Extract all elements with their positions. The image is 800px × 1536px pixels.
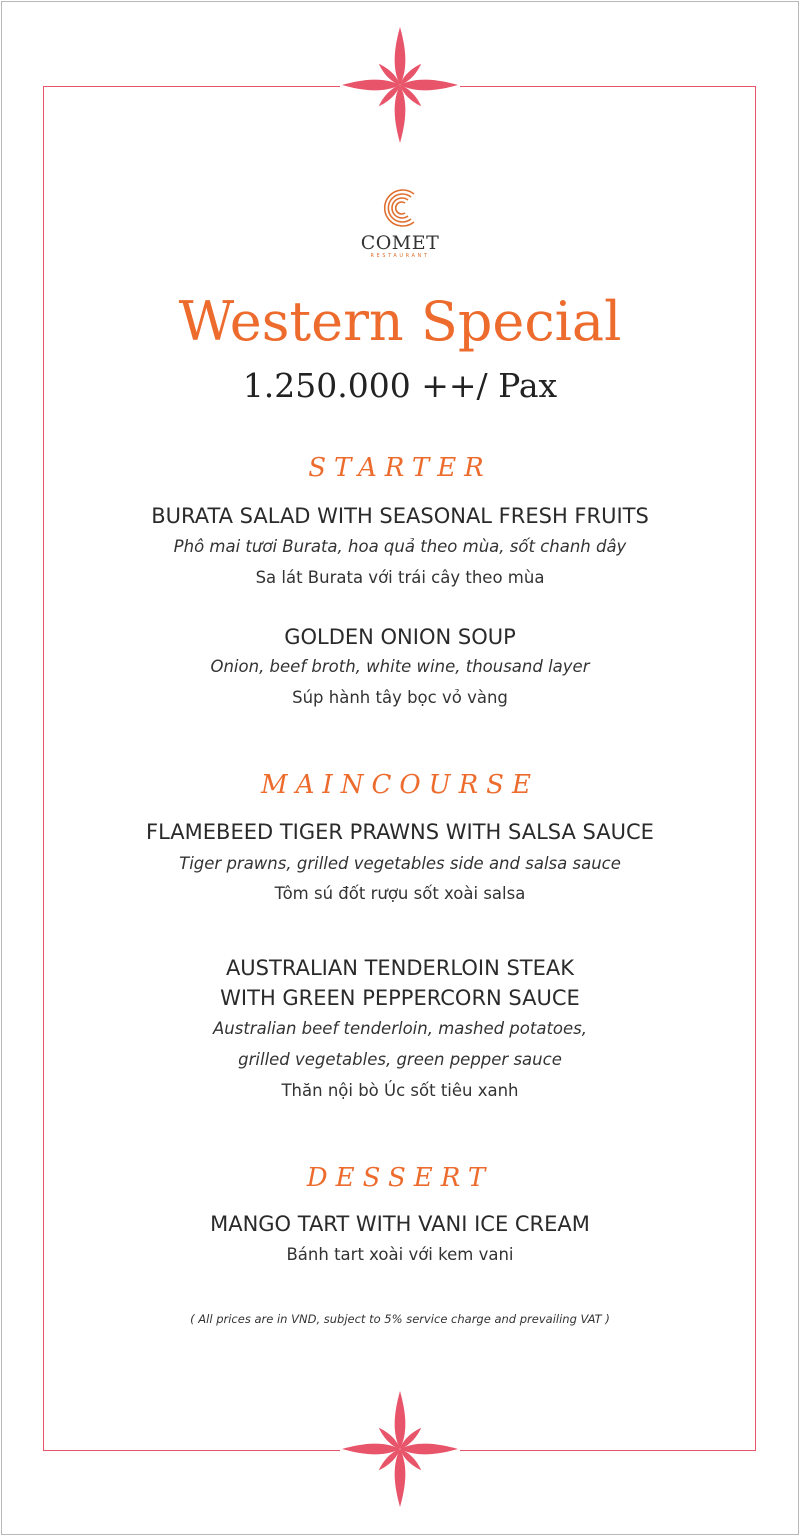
- price-footnote: ( All prices are in VND, subject to 5% service charge and prevailing VAT ): [190, 1312, 610, 1326]
- restaurant-logo: [350, 186, 450, 259]
- dish-name: MANGO TART WITH VANI ICE CREAM: [210, 1212, 590, 1236]
- dish-description: Onion, beef broth, white wine, thousand layer: [210, 657, 590, 676]
- brand-subtitle: RESTAURANT: [370, 253, 430, 259]
- comet-logo-icon: [378, 186, 422, 230]
- dish-name: BURATA SALAD WITH SEASONAL FRESH FRUITS: [151, 504, 649, 528]
- dish-description: Phô mai tươi Burata, hoa quả theo mùa, sốt chanh dây: [173, 537, 627, 556]
- brand-name: COMET: [360, 232, 440, 254]
- dish-vietnamese-name: Bánh tart xoài với kem vani: [286, 1245, 514, 1264]
- dish-name-line1: AUSTRALIAN TENDERLOIN STEAK: [225, 956, 575, 980]
- dish-vietnamese-name: Tôm sú đốt rượu sốt xoài salsa: [274, 884, 526, 903]
- section-heading-maincourse: MAINCOURSE: [261, 770, 539, 800]
- section-heading-starter: STARTER: [308, 453, 492, 483]
- section-heading-dessert: DESSERT: [306, 1163, 494, 1193]
- dish-name: FLAMEBEED TIGER PRAWNS WITH SALSA SAUCE: [146, 820, 654, 844]
- dish-name-line2: WITH GREEN PEPPERCORN SAUCE: [220, 986, 580, 1010]
- flower-ornament-icon: [340, 1389, 460, 1509]
- dish-vietnamese-name: Thăn nội bò Úc sốt tiêu xanh: [281, 1081, 519, 1100]
- dish-name: GOLDEN ONION SOUP: [284, 625, 516, 649]
- menu-title: Western Special: [178, 290, 622, 353]
- flower-ornament-icon: [340, 25, 460, 145]
- dish-vietnamese-name: Súp hành tây bọc vỏ vàng: [292, 688, 508, 707]
- dish-description-line2: grilled vegetables, green pepper sauce: [238, 1050, 562, 1069]
- dish-description-line1: Australian beef tenderloin, mashed potatoes,: [212, 1019, 588, 1038]
- dish-description: Tiger prawns, grilled vegetables side and salsa sauce: [179, 854, 621, 873]
- menu-price: 1.250.000 ++/ Pax: [242, 366, 558, 405]
- dish-vietnamese-name: Sa lát Burata với trái cây theo mùa: [255, 568, 545, 587]
